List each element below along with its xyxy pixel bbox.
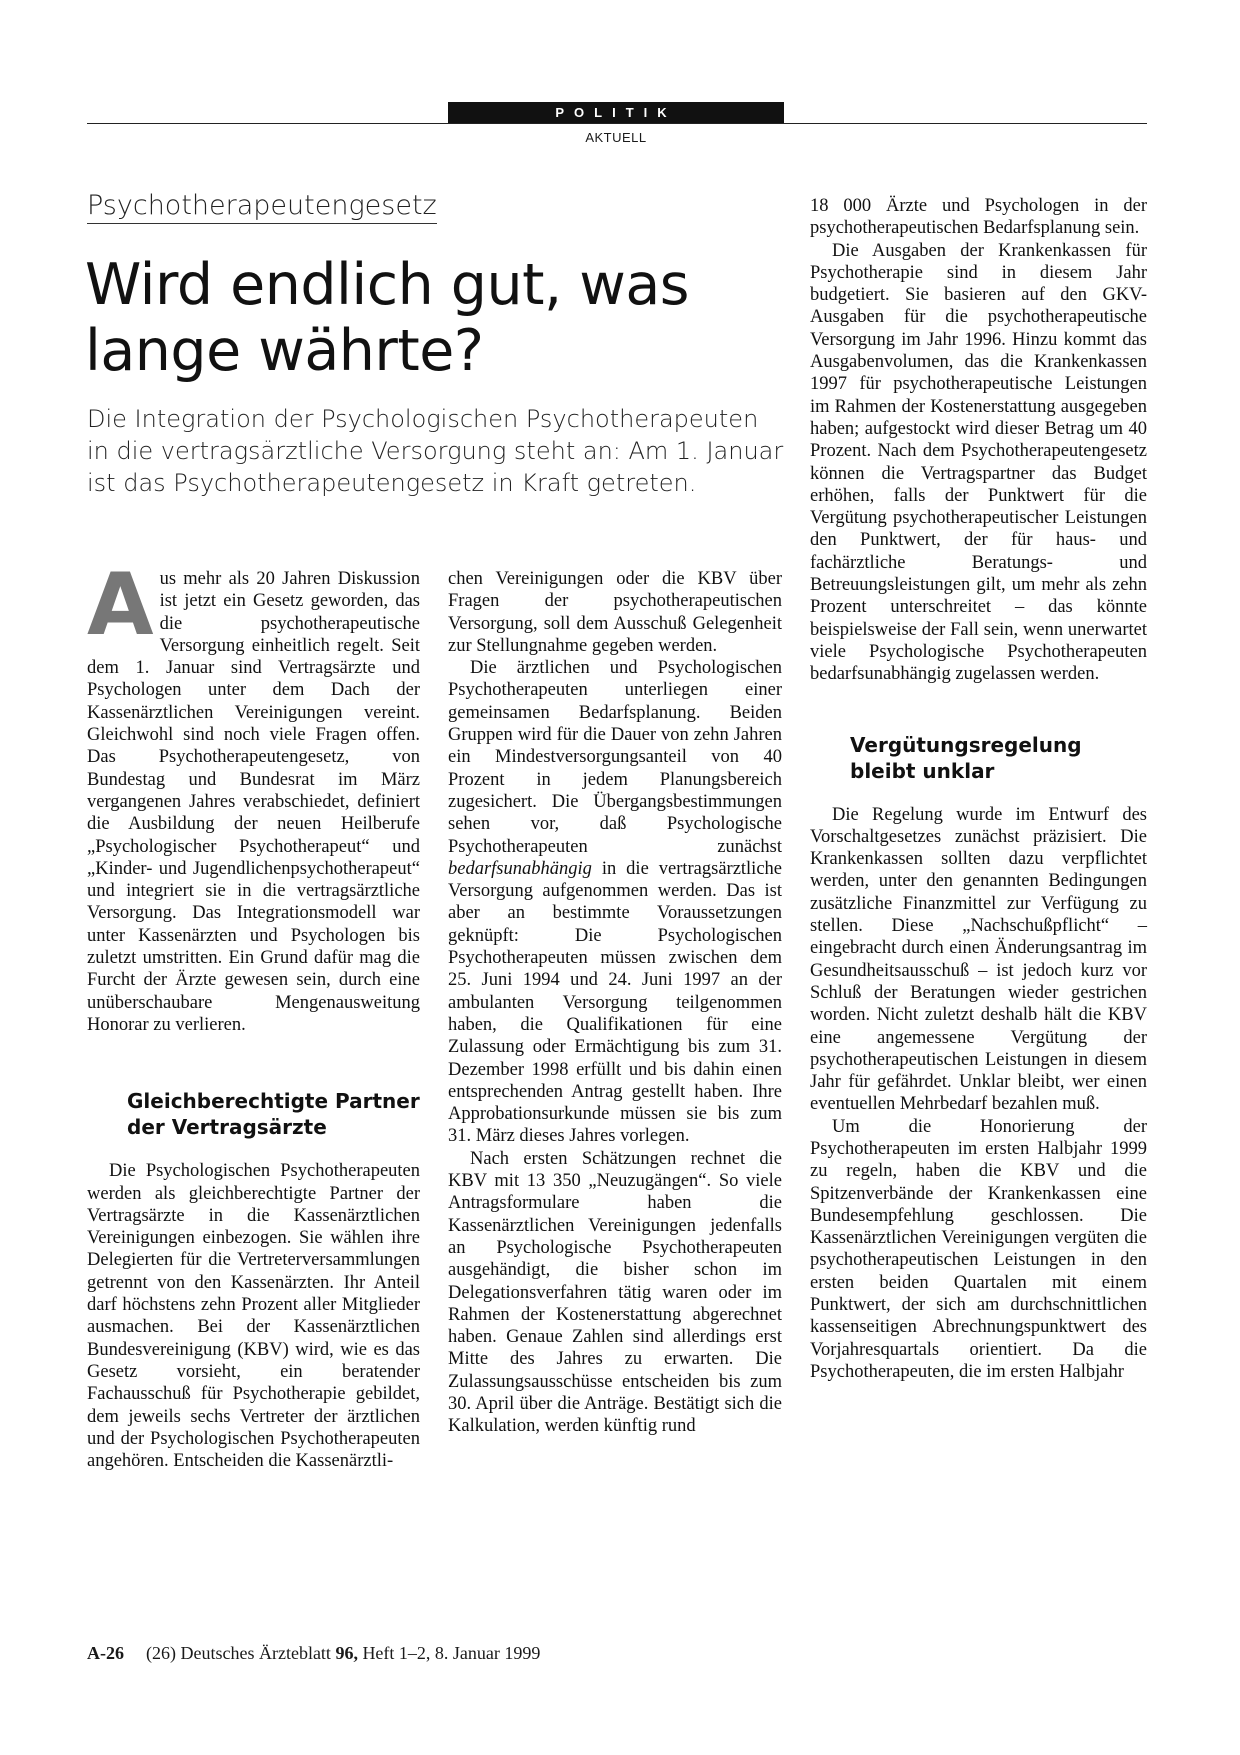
article-kicker: Psychotherapeutengesetz — [87, 190, 437, 224]
paragraph: Nach ersten Schätzungen rechnet die KBV mit 13 350 „Neuzugängen“. So viele Antragsformulare haben die Kassenärztlichen Vereinigungen jedenfalls an Psychologische Psychotherapeuten ausgehändigt, die bisher schon im Delegationsverfahren tätig waren oder im Rahmen der Kostenerstattung abgerechnet haben. Genaue Zahlen sind allerdings erst Mitte des Jahres zu erwarten. Die Zulassungsausschüsse entscheiden bis zum 30. April über die Anträge. Bestätigt sich die Kalkulation, werden künftig rund — [448, 1148, 782, 1437]
subheading-line: Vergütungsregelung — [850, 732, 1082, 757]
citation-text: (26) Deutsches Ärzteblatt — [146, 1643, 336, 1663]
column-1 — [87, 555, 420, 1472]
paragraph-text: Die ärztlichen und Psychologischen Psychotherapeuten unterliegen einer gemeinsamen Bedarfsplanung. Beiden Gruppen wird für die Dauer von zehn Jahren ein Mindestversorgungsanteil von 40 Prozent in jedem Planungsbereich zugesichert. Die Übergangsbestimmungen sehen vor, daß Psychologische Psychotherapeuten zunächst — [448, 658, 782, 857]
section-label: POLITIK — [448, 102, 784, 123]
article-headline — [85, 252, 735, 384]
citation-text: Heft 1–2, 8. Januar 1999 — [357, 1643, 541, 1663]
paragraph: 18 000 Ärzte und Psychologen in der psychotherapeutischen Bedarfsplanung sein. — [810, 196, 1147, 239]
page-number: A-26 — [87, 1643, 124, 1663]
subheading — [127, 1088, 420, 1140]
paragraph: Die Psychologischen Psychotherapeuten werden als gleichberechtigte Partner der Vertragsärzte in die Kassenärztlichen Vereinigungen einbezogen. Sie wählen ihre Delegierten für die Vertreterversammlungen getrennt von den Kassenärzten. Ihr Anteil darf höchstens zehn Prozent aller Mitglieder ausmachen. Bei der Kassenärztlichen Bundesvereinigung (KBV) wird, wie es das Gesetz vorsieht, ein beratender Fachausschuß für Psychotherapie gebildet, dem jeweils sechs Vertreter der ärztlichen und der Psychologischen Psychotherapeuten angehören. Entscheiden die Kassenärztli- — [87, 1161, 420, 1472]
column-3 — [810, 195, 1147, 1383]
paragraph — [87, 555, 420, 1036]
article-lede: Die Integration der Psychologischen Psychotherapeuten in die vertragsärztliche Versorgung steht an: Am 1. Januar ist das Psychotherapeutengesetz in Kraft getreten. — [87, 405, 784, 497]
volume-number: 96, — [335, 1643, 358, 1663]
headline-line-1: Wird endlich gut, was — [85, 252, 689, 318]
subheading — [850, 732, 1147, 784]
subheading-line: der Vertragsärzte — [127, 1115, 327, 1140]
paragraph: Die Regelung wurde im Entwurf des Vorschaltgesetzes zunächst präzisiert. Die Krankenkassen sollten dazu verpflichtet werden, unter den genannten Bedingungen zusätzliche Finanzmittel zur Verfügung zu stellen. Diese „Nachschußpflicht“ – eingebracht durch einen Änderungsantrag im Gesundheitsausschuß – ist jedoch kurz vor Schluß der Beratungen wieder gestrichen worden. Nicht zuletzt deshalb hält die KBV eine angemessene Vergütung der psychotherapeutischen Leistungen in diesem Jahr für gefährdet. Unklar bleibt, wer einen eventuellen Mehrbedarf bezahlen muß. — [810, 804, 1147, 1115]
header-rule — [87, 123, 1147, 124]
subheading-line: Gleichberechtigte Partner — [127, 1089, 420, 1114]
subsection-label: AKTUELL — [585, 130, 647, 145]
paragraph-text: us mehr als 20 Jahren Diskussion ist jetzt ein Gesetz geworden, das die psychotherapeutische Versorgung einheitlich regelt. Seit dem 1. Januar sind Vertragsärzte und Psychologen unter dem Dach der Kassenärztlichen Vereinigungen vereint. Gleichwohl sind noch viele Fragen offen. Das Psychotherapeutengesetz, von Bundestag und Bundesrat im März vergangenen Jahres verabschiedet, definiert die Ausbildung der neuen Heilberufe „Psychologischer Psychotherapeut“ und „Kinder- und Jugendlichenpsychotherapeut“ und integriert sie in die vertragsärztliche Versorgung. Das Integrationsmodell war unter Kassenärzten und Psychologen bis zuletzt umstritten. Ein Grund dafür mag die Furcht der Ärzte gewesen sein, durch eine unüberschaubare Mengenausweitung Honorar zu verlieren. — [87, 569, 420, 1035]
paragraph — [448, 657, 782, 1148]
subheading-line: bleibt unklar — [850, 758, 995, 783]
headline-line-2: lange währte? — [85, 318, 484, 384]
drop-cap: A — [87, 555, 154, 655]
paragraph: Die Ausgaben der Krankenkassen für Psychotherapie sind in diesem Jahr budgetiert. Sie basieren auf den GKV-Ausgaben für die psychotherapeutische Versorgung im Jahr 1996. Hinzu kommt das Ausgabenvolumen, das die Krankenkassen 1997 für psychotherapeutische Leistungen im Rahmen der Kostenerstattung ausgegeben haben; aufgestockt wird dieser Betrag um 40 Prozent. Nach dem Psychotherapeutengesetz können die Vertragspartner das Budget erhöhen, falls der Punktwert für die Vergütung psychotherapeutischer Leistungen den Punktwert, der für haus- und fachärztliche Beratungs- und Betreuungsleistungen gilt, um mehr als zehn Prozent unterschreitet – das könnte beispielsweise der Fall sein, wenn unerwartet viele Psychologische Psychotherapeuten bedarfsunabhängig zugelassen werden. — [810, 240, 1147, 685]
paragraph: chen Vereinigungen oder die KBV über Fragen der psychotherapeutischen Versorgung, soll dem Ausschuß Gelegenheit zur Stellungnahme gegeben werden. — [448, 569, 782, 656]
page-footer — [87, 1643, 540, 1664]
paragraph-text: in die vertragsärztliche Versorgung aufgenommen werden. Das ist aber an bestimmte Voraussetzungen geknüpft: Die Psychologischen Psychotherapeuten müssen zwischen dem 25. Juni 1994 und 24. Juni 1997 an der ambulanten Versorgung teilgenommen haben, die Qualifikationen für eine Zulassung oder Ermächtigung bis zum 31. Dezember 1998 erfüllt und bis dahin einen entsprechenden Antrag gestellt haben. Ihre Approbationsurkunde müssen sie bis zum 31. März dieses Jahres vorlegen. — [448, 858, 782, 1147]
paragraph: Um die Honorierung der Psychotherapeuten im ersten Halbjahr 1999 zu regeln, haben die KBV und die Spitzenverbände der Krankenkassen eine Bundesempfehlung geschlossen. Die Kassenärztlichen Vereinigungen vergüten die psychotherapeutischen Leistungen in den ersten beiden Quartalen mit einem Punktwert, der sich am durchschnittlichen kassenseitigen Abrechnungspunktwert des Vorjahresquartals orientiert. Da die Psychotherapeuten, die im ersten Halbjahr — [810, 1116, 1147, 1382]
column-2 — [448, 568, 782, 1438]
emphasis-text: bedarfsunabhängig — [448, 858, 592, 879]
